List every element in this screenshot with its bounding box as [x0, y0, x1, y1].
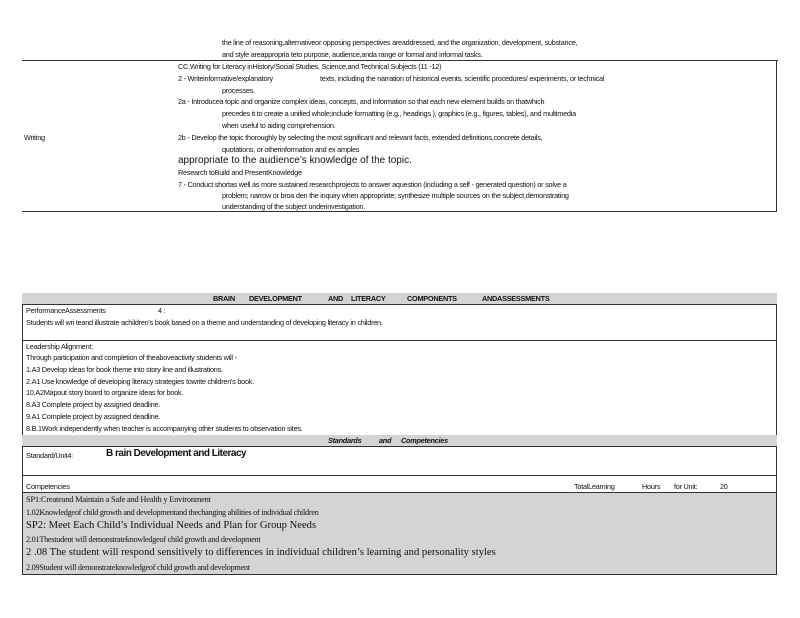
heading-word: COMPONENTS: [407, 294, 457, 303]
standard-unit-label: Standard/Unit4:: [26, 451, 73, 460]
competency-standard: SP2: Meet Each Child’s Individual Needs and Plan for Group Needs: [26, 520, 317, 531]
list-item-text: understanding of the subject underinvestigation.: [222, 202, 365, 211]
competency-item: 2.09Student will demonstrateknowledgeof child growth and development: [26, 563, 250, 572]
list-item-text: appropriate to the audience’s knowledge of the topic.: [178, 155, 412, 166]
performance-number: 4 :: [158, 306, 166, 315]
section-heading-bar: [22, 435, 777, 446]
list-item-text: 7 - Conduct shortas well as more sustained researchprojects to answer aquestion (including a self - generated question) or solve a: [178, 180, 567, 189]
list-item: 2.A1 Use knowledge of developing literacy strategies towrite children's book.: [26, 377, 254, 386]
heading-word: ANDASSESSMENTS: [482, 294, 550, 303]
divider: [22, 211, 777, 212]
divider: [22, 304, 777, 305]
performance-label: PerformanceAssessments: [26, 306, 106, 315]
list-item-text: when useful to aiding comprehension.: [222, 121, 336, 130]
competency-item: 2 .08 The student will respond sensitively to differences in individual children’s learning and personality styles: [26, 547, 496, 558]
competency-item: 1.02Knowledgeof child growth and developmentand thechanging abilities of individual children: [26, 508, 319, 517]
heading-word: Standards: [328, 436, 362, 445]
standard-unit-value: B rain Development and Literacy: [106, 448, 247, 459]
list-item-text: problem; narrow or broa den the inquiry when appropriate; synthesize multiple sources on the subject,demonstrating: [222, 191, 569, 200]
leadership-intro: Through participation and completion of theaboveactivity students will -: [26, 353, 237, 362]
divider: [776, 60, 777, 212]
list-item: 8.B.1Work independently when teacher is accompanying other students to observation sites.: [26, 424, 303, 433]
competencies-block: [23, 493, 776, 574]
divider: [22, 475, 777, 476]
list-item-text: quotations, or otherinformation and ex amples: [222, 145, 360, 154]
standard-heading: Research toBuild and PresentKnowledge: [178, 168, 302, 177]
text-line: and style areappropria teto purpose, audience,anda range or formal and informal tasks.: [222, 50, 483, 59]
text-line: the line of reasoning,alternativeor opposing perspectives areaddressed, and the organization, development, substance,: [222, 38, 578, 47]
heading-word: AND: [328, 294, 344, 303]
heading-word: BRAIN: [213, 294, 235, 303]
list-item-text: 2b - Develop the topic thoroughly by selecting the most significant and relevant facts, extended definitions,concrete details,: [178, 133, 543, 142]
list-item: 8.A3 Complete project by assigned deadline.: [26, 400, 161, 409]
competencies-label: Competencies: [26, 482, 70, 491]
divider: [22, 60, 778, 61]
competency-standard: SP1:Createand Maintain a Safe and Health y Environment: [26, 495, 211, 504]
heading-word: and: [379, 436, 392, 445]
hours-label: Hours: [642, 482, 661, 491]
list-item: 9.A1 Complete project by assigned deadline.: [26, 412, 161, 421]
list-item-text: precedes it to create a unified whole;include formatting (e.g., headings ), graphics (e.g., figures, tables), and multimedia: [222, 109, 576, 118]
hours-value: 20: [720, 482, 728, 491]
heading-word: DEVELOPMENT: [249, 294, 302, 303]
divider: [22, 446, 777, 447]
list-item-text: processes.: [222, 86, 255, 95]
heading-word: Competencies: [401, 436, 448, 445]
leadership-label: Leadership Alignment:: [26, 342, 93, 351]
total-learning-label: TotalLearning: [574, 482, 615, 491]
divider: [22, 574, 777, 575]
list-item-label: 2 - Writeinformative/explanatory: [178, 74, 273, 83]
competency-item: 2.01Thestudent will demonstrateknowledgeof child growth and development: [26, 535, 261, 544]
for-unit-label: for Unit:: [674, 482, 698, 491]
divider: [22, 340, 777, 341]
heading-word: LITERACY: [351, 294, 386, 303]
standard-heading: CC.Writing for Literacy inHistory/Social Studies, Science,and Technical Subjects (11 -12): [178, 62, 442, 71]
list-item-text: 2a - Introducea topic and organize complex ideas, concepts, and information so that each new element builds on thatwhich: [178, 97, 545, 106]
list-item-text: texts, including the narration of historical events, scientific procedures/ experiments, or technical: [320, 74, 605, 83]
list-item: 10.A2Mapout story board to organize ideas for book.: [26, 388, 184, 397]
row-label-writing: Writing: [24, 133, 45, 142]
performance-text: Students will wri teand illustrate achildren's book based on a theme and understanding of developing literacy in children.: [26, 318, 383, 327]
list-item: 1.A3 Develop ideas for book theme into story line and illustrations.: [26, 365, 223, 374]
section-heading-bar: [22, 293, 777, 304]
